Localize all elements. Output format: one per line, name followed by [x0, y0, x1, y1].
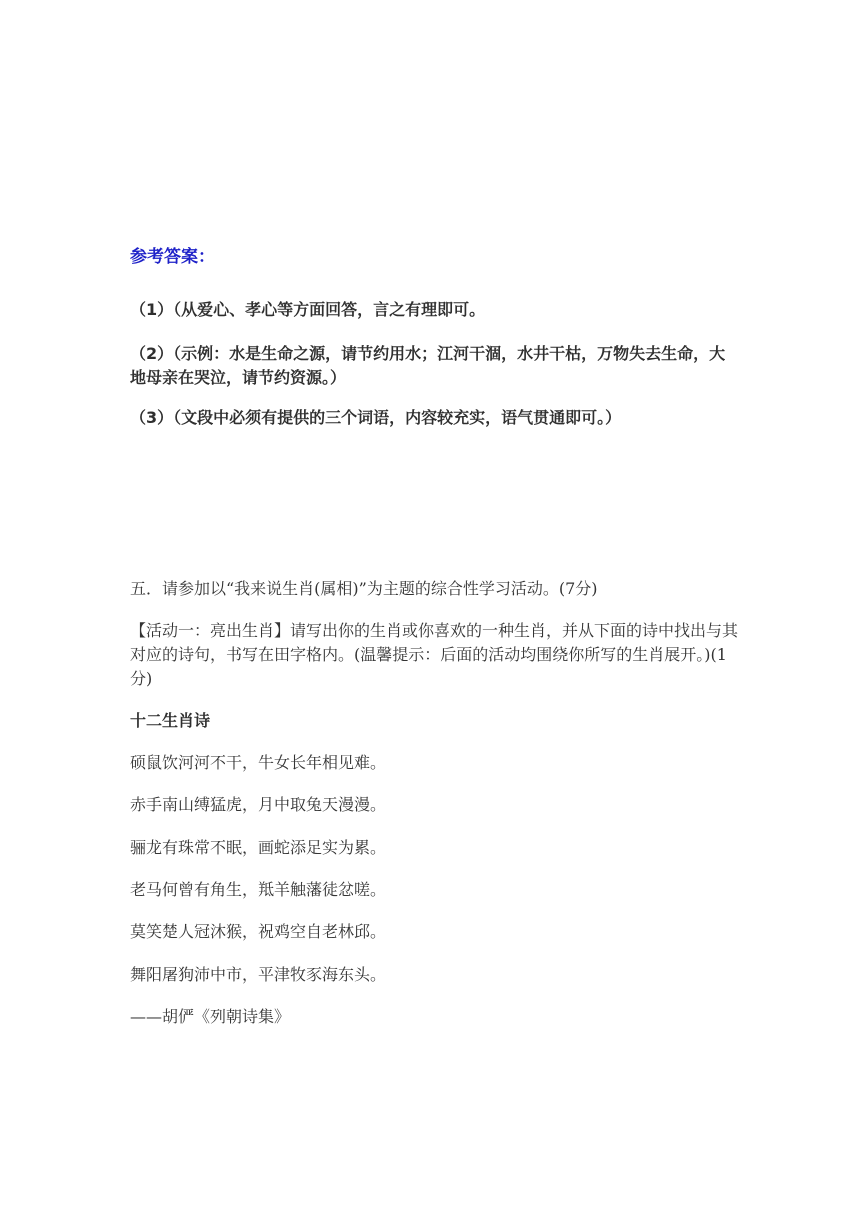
poem-line: 硕鼠饮河河不干，牛女长年相见难。	[130, 753, 387, 772]
poem-title: 十二生肖诗	[130, 711, 211, 730]
poem-attribution: ——胡俨《列朝诗集》	[130, 1007, 291, 1026]
answer-item-2: （2）（示例：水是生命之源，请节约用水；江河干涸，水井干枯，万物失去生命，大地母亲在哭泣，请节约资源。）	[130, 344, 726, 387]
poem-line: 莫笑楚人冠沐猴，祝鸡空自老林邱。	[130, 922, 387, 941]
poem-line: 老马何曾有角生，羝羊触藩徒忿嗟。	[130, 880, 387, 899]
question-title: 五．请参加以“我来说生肖(属相)”为主题的综合性学习活动。(7分)	[130, 579, 598, 598]
poem-line: 骊龙有珠常不眠，画蛇添足实为累。	[130, 838, 387, 857]
answer-item-3: （3）（文段中必须有提供的三个词语，内容较充实，语气贯通即可。）	[130, 408, 622, 427]
poem-line: 赤手南山缚猛虎，月中取兔天漫漫。	[130, 795, 387, 814]
poem-line: 舞阳屠狗沛中市，平津牧豕海东头。	[130, 965, 387, 984]
answer-item-1: （1）（从爱心、孝心等方面回答，言之有理即可。	[130, 300, 486, 319]
answer-heading: 参考答案：	[130, 247, 215, 267]
activity-instruction: 【活动一：亮出生肖】请写出你的生肖或你喜欢的一种生肖，并从下面的诗中找出与其对应的诗句，书写在田字格内。(温馨提示：后面的活动均围绕你所写的生肖展开。)(1分)	[130, 621, 739, 688]
